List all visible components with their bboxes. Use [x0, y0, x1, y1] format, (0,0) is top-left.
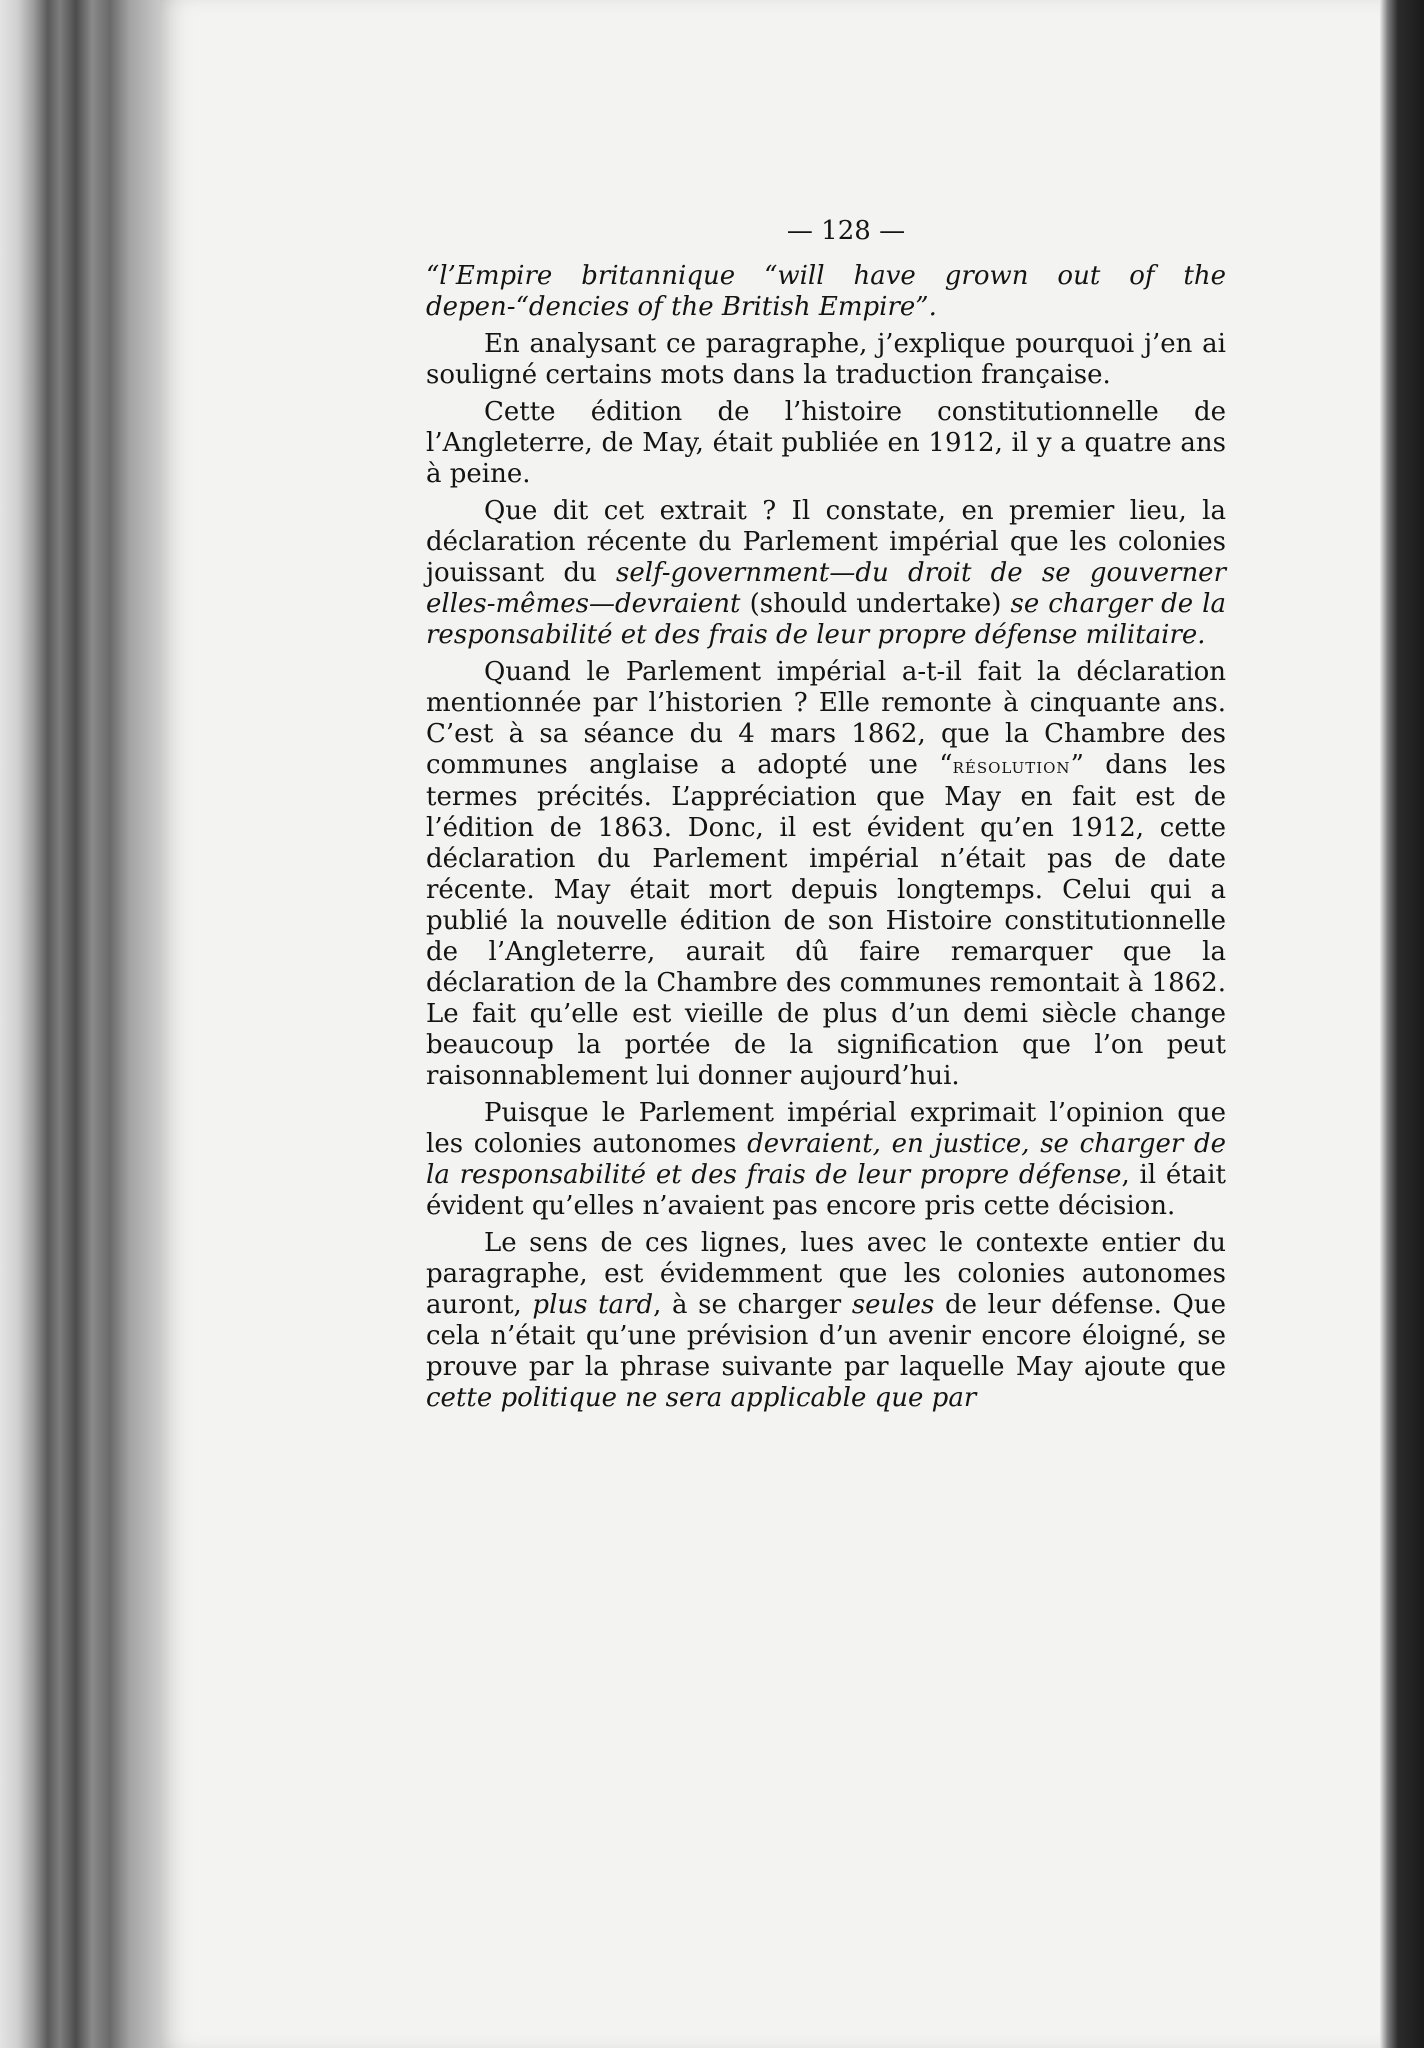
- paragraph: [426, 657, 1226, 1092]
- text-run: Cette édition de l’histoire constitutionnelle de l’Angleterre, de May, était publiée en 1912, il y a quatre ans à peine.: [426, 397, 1226, 489]
- paragraph: [426, 397, 1226, 490]
- text-run: Puisque le Parlement impérial exprimait l’opinion que les colonies autonomes: [426, 1098, 1226, 1159]
- italic-run: “l’Empire britannique “will have grown out of the depen-“dencies of the British Empire”.: [426, 261, 1226, 322]
- text-run: ” dans les termes précités. L’appréciation que May en fait est de l’édition de 1863. Donc, il est évident qu’en 1912, cette déclaration du Parlement impérial n’était pas de date récente. May était mort depuis longtemps. Celui qui a publié la nouvelle édition de son Histoire constitutionnelle de l’Angleterre, aurait dû faire remarquer que la déclaration de la Chambre des communes remontait à 1862. Le fait qu’elle est vieille de plus d’un demi siècle change beaucoup la portée de la signification que l’on peut raisonnablement lui donner aujourd’hui.: [426, 750, 1226, 1091]
- paragraph: [426, 1098, 1226, 1222]
- text-run: Le sens de ces lignes, lues avec le contexte entier du paragraphe, est évidemment que les colonies autonomes auront,: [426, 1228, 1226, 1320]
- italic-run: devraient, en justice, se charger de la responsabilité et des frais de leur propre défense: [426, 1129, 1226, 1190]
- text-run: Quand le Parlement impérial a-t-il fait la déclaration mentionnée par l’historien ? Elle remonte à cinquante ans. C’est à sa séance du 4 mars 1862, que la Chambre des communes anglaise a adopté une “: [426, 657, 1226, 780]
- paragraph: [426, 329, 1226, 391]
- text-run: de leur défense. Que cela n’était qu’une prévision d’un avenir encore éloigné, se prouve par la phrase suivante par laquelle May ajoute que: [426, 1290, 1226, 1382]
- book-gutter-right: [1380, 0, 1424, 2048]
- body-paragraphs: [426, 261, 1226, 1414]
- text-run: , il était évident qu’elles n’avaient pas encore pris cette décision.: [426, 1160, 1226, 1221]
- text-run: , à se charger: [653, 1290, 852, 1320]
- paragraph: [426, 496, 1226, 651]
- text-run: (should undertake): [740, 589, 1011, 619]
- text-run: En analysant ce paragraphe, j’explique pourquoi j’en ai souligné certains mots dans la traduction française.: [426, 329, 1226, 390]
- paragraph: [426, 261, 1226, 323]
- page-number: — 128 —: [786, 216, 906, 246]
- small-caps-run: résolution: [952, 754, 1071, 779]
- italic-run: plus tard: [532, 1290, 654, 1320]
- italic-run: seules: [851, 1290, 935, 1320]
- page-text-block: [426, 216, 1226, 1420]
- italic-run: self-government—du droit de se gouverner elles-mêmes—devraient: [426, 558, 1226, 619]
- italic-run: cette politique ne sera applicable que par: [426, 1383, 977, 1413]
- italic-run: se charger de la responsabilité et des frais de leur propre défense militaire.: [426, 589, 1226, 650]
- paragraph: [426, 1228, 1226, 1414]
- text-run: Que dit cet extrait ? Il constate, en premier lieu, la déclaration récente du Parlement impérial que les colonies jouissant du: [426, 496, 1226, 588]
